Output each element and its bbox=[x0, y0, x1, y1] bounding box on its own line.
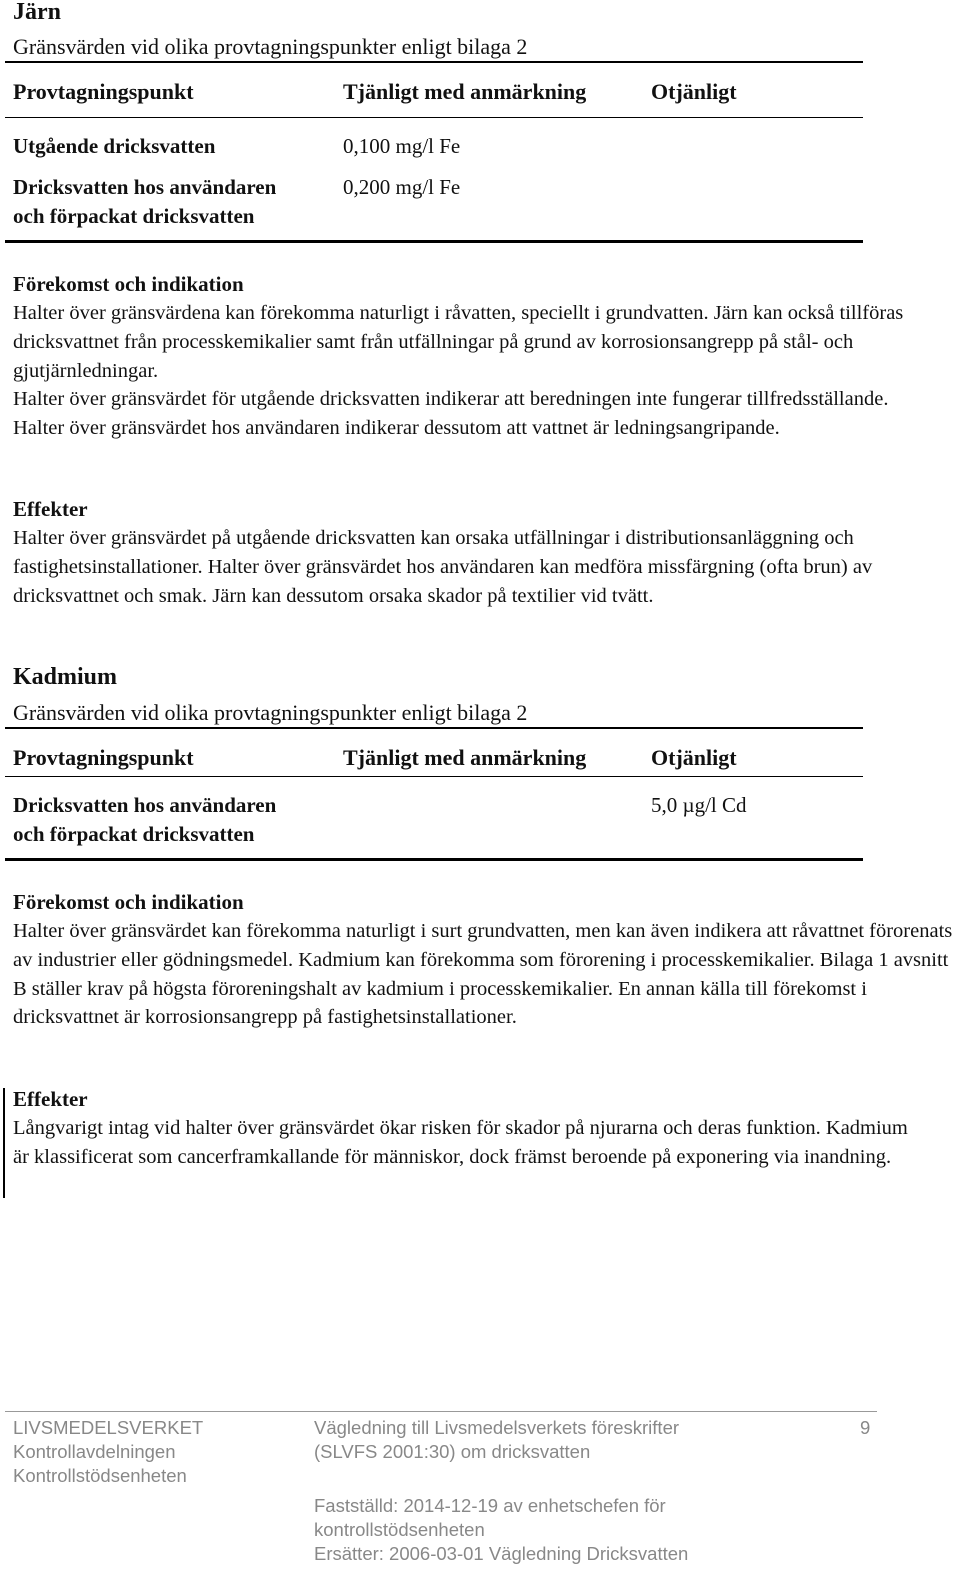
footer-doc-line1: Vägledning till Livsmedelsverkets föreskrifter bbox=[314, 1417, 680, 1438]
cadmium-row1-point-line1: Dricksvatten hos användaren bbox=[13, 793, 277, 817]
cadmium-header-rule bbox=[5, 776, 863, 777]
iron-row2-point-line2: och förpackat dricksvatten bbox=[13, 204, 255, 228]
iron-header-remark: Tjänligt med anmärkning bbox=[343, 79, 587, 104]
iron-header-unfit: Otjänligt bbox=[651, 79, 737, 104]
iron-row1-remark: 0,100 mg/l Fe bbox=[343, 134, 461, 158]
cadmium-table-top-rule bbox=[5, 727, 863, 729]
cadmium-effects-heading: Effekter bbox=[13, 1087, 88, 1111]
cadmium-title: Kadmium bbox=[13, 664, 118, 690]
iron-row2-remark: 0,200 mg/l Fe bbox=[343, 175, 461, 199]
revision-bar bbox=[3, 1088, 5, 1198]
cadmium-header-remark: Tjänligt med anmärkning bbox=[343, 745, 587, 770]
cadmium-occurrence-heading: Förekomst och indikation bbox=[13, 890, 244, 914]
cadmium-subtitle: Gränsvärden vid olika provtagningspunkter enligt bilaga 2 bbox=[13, 700, 528, 725]
iron-occurrence-text: Halter över gränsvärdena kan förekomma naturligt i råvatten, speciellt i grundvatten. Järn kan också tillföras dricksvattnet från processkemikalier samt från utfällningar på grund av korrosionsangrepp på stål- och gjutjärnledningar. bbox=[13, 302, 904, 382]
iron-occurrence-text-2: Halter över gränsvärdet för utgående dricksvatten indikerar att beredningen inte fungerar tillfredsställande. Halter över gränsvärdet hos användaren indikerar dessutom att vattnet är ledningsangripande. bbox=[13, 388, 889, 439]
footer-doc bbox=[314, 1416, 679, 1464]
footer-page-number: 9 bbox=[860, 1417, 871, 1438]
iron-subtitle: Gränsvärden vid olika provtagningspunkter enligt bilaga 2 bbox=[13, 34, 528, 59]
footer-org-line2: Kontrollavdelningen bbox=[13, 1441, 176, 1462]
footer-doc-line2: (SLVFS 2001:30) om dricksvatten bbox=[314, 1441, 591, 1462]
cadmium-effects-text: Långvarigt intag vid halter över gränsvärdet ökar risken för skador på njurarna och deras funktion. Kadmium är klassificerat som cancerframkallande för människor, dock främst beroende på exponering via inandning. bbox=[13, 1117, 908, 1168]
footer-established-line1: Fastställd: 2014-12-19 av enhetschefen för bbox=[314, 1495, 666, 1516]
cadmium-header-point: Provtagningspunkt bbox=[13, 745, 194, 770]
iron-table-top-rule bbox=[5, 61, 863, 63]
iron-table-bottom-rule bbox=[5, 240, 863, 243]
footer-rule bbox=[5, 1411, 877, 1412]
cadmium-row1-unfit: 5,0 µg/l Cd bbox=[651, 793, 747, 817]
footer-replaces: Ersätter: 2006-03-01 Vägledning Dricksvatten bbox=[314, 1543, 689, 1564]
iron-title: Järn bbox=[13, 0, 61, 25]
iron-effects-text: Halter över gränsvärdet på utgående dricksvatten kan orsaka utfällningar i distributionsanläggning och fastighetsinstallationer. Halter över gränsvärdet hos användaren kan medföra missfärgning (ofta brun) av dricksvattnet och smak. Järn kan dessutom orsaka skador på textilier vid tvätt. bbox=[13, 527, 873, 607]
footer-org-line3: Kontrollstödsenheten bbox=[13, 1465, 187, 1486]
footer-org bbox=[13, 1416, 203, 1488]
footer-org-line1: LIVSMEDELSVERKET bbox=[13, 1417, 204, 1438]
iron-effects-heading: Effekter bbox=[13, 497, 88, 521]
iron-row1-point: Utgående dricksvatten bbox=[13, 134, 216, 158]
cadmium-row1-point-line2: och förpackat dricksvatten bbox=[13, 822, 255, 846]
footer-established-line2: kontrollstödsenheten bbox=[314, 1519, 485, 1540]
cadmium-table-bottom-rule bbox=[5, 858, 863, 861]
cadmium-header-unfit: Otjänligt bbox=[651, 745, 737, 770]
iron-occurrence-heading: Förekomst och indikation bbox=[13, 272, 244, 296]
iron-header-rule bbox=[5, 117, 863, 118]
cadmium-occurrence-text: Halter över gränsvärdet kan förekomma naturligt i surt grundvatten, men kan även indikera att råvattnet förorenats av industrier eller gödningsmedel. Kadmium kan förekomma som förorening i processkemikalier. Bilaga 1 avsnitt B ställer krav på högsta föroreningshalt av kadmium i processkemikalier. En annan källa till förekomst i dricksvattnet är korrosionsangrepp på fastighetsinstallationer. bbox=[13, 920, 953, 1029]
iron-header-point: Provtagningspunkt bbox=[13, 79, 194, 104]
footer-established bbox=[314, 1494, 688, 1566]
iron-row2-point-line1: Dricksvatten hos användaren bbox=[13, 175, 277, 199]
